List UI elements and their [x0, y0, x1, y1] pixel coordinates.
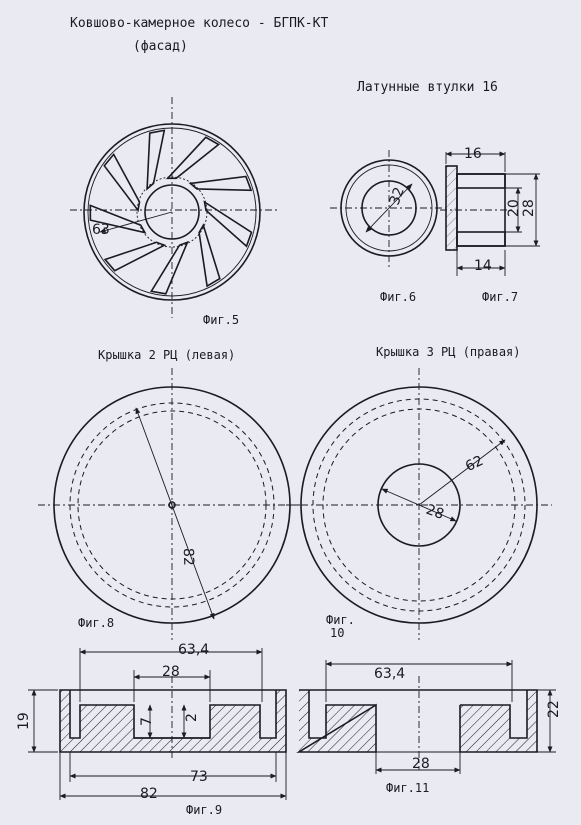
- fig6-bushing-front: [330, 150, 446, 304]
- fig7-label: Фиг.7: [482, 290, 519, 304]
- fig9-depth2-label: 2: [184, 713, 200, 722]
- fig7-len-label: 16: [464, 146, 482, 162]
- fig9-outer-label: 82: [140, 786, 158, 802]
- fig5-label: Фиг.5: [203, 313, 240, 327]
- sheet-title: Ковшово-камерное колесо - БГПК-КТ: [70, 16, 329, 31]
- fig10-inner-label: 28: [423, 501, 446, 523]
- wheel-blade: [168, 137, 219, 178]
- cover-right-title: Крышка 3 РЦ (правая): [376, 345, 521, 359]
- cover-left-title: Крышка 2 РЦ (левая): [98, 348, 236, 362]
- fig9-left-section: [16, 642, 286, 817]
- fig11-right-section: [299, 660, 562, 795]
- fig9-mid-label: 73: [190, 769, 208, 785]
- fig5-dia-label: 63: [92, 222, 110, 238]
- fig11-h-label: 22: [546, 700, 562, 718]
- wheel-blade: [147, 130, 164, 189]
- fig9-h-label: 19: [16, 712, 32, 730]
- fig11-hole-label: 28: [412, 756, 430, 772]
- fig7-bushing-side: [440, 146, 540, 304]
- wheel-blade: [104, 154, 139, 210]
- fig11-top-label: 63,4: [374, 666, 406, 682]
- fig7-d2-label: 28: [521, 199, 537, 217]
- fig9-top-label: 63,4: [178, 642, 210, 658]
- fig7-d1-label: 20: [506, 199, 522, 217]
- fig10-outer-label: 62: [462, 452, 486, 475]
- fig5-bucket-wheel: [70, 97, 278, 327]
- bushing-title: Латунные втулки 16: [357, 80, 498, 95]
- wheel-blade: [199, 225, 220, 286]
- fig9-label: Фиг.9: [186, 803, 223, 817]
- fig10-label-a: Фиг.: [326, 613, 355, 627]
- fig8-label: Фиг.8: [78, 616, 115, 630]
- fig10-label-b: 10: [330, 626, 345, 640]
- fig7-len2-label: 14: [474, 258, 492, 274]
- fig11-label: Фиг.11: [386, 781, 430, 795]
- fig6-dia-label: 32: [386, 185, 408, 208]
- fig9-hole-label: 28: [162, 664, 180, 680]
- wheel-blade: [105, 242, 164, 270]
- fig6-label: Фиг.6: [380, 290, 417, 304]
- fig8-left-cover: [38, 368, 300, 640]
- fig10-right-cover: [286, 368, 552, 640]
- fig9-depth1-label: 7: [139, 717, 155, 726]
- fig8-dia-label: 82: [179, 547, 197, 567]
- wheel-blade: [190, 177, 251, 191]
- sheet-subtitle: (фасад): [133, 39, 188, 54]
- wheel-blade: [205, 202, 252, 246]
